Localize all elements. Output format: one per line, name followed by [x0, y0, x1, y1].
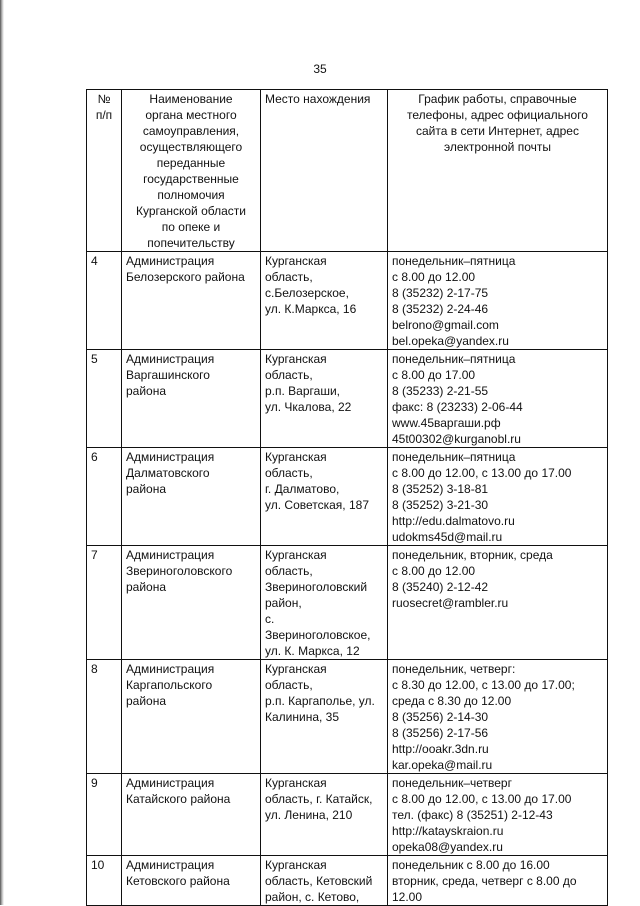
- scan-edge: [0, 0, 4, 905]
- row-authority-name: Администрация Кетовского района: [122, 856, 261, 906]
- row-authority-name: Администрация Варгашинского района: [122, 350, 261, 448]
- row-contacts: понедельник, вторник, среда с 8.00 до 12.00 8 (35240) 2-12-42 ruosecret@rambler.ru: [388, 546, 608, 660]
- row-number: 4: [87, 252, 122, 350]
- row-contacts: понедельник, четверг: с 8.30 до 12.00, с 13.00 до 17.00; среда с 8.30 до 12.00 8 (35256) 2-14-30 8 (35256) 2-17-56 http://ooakr.3dn.ru kar.opeka@mail.ru: [388, 660, 608, 774]
- header-location: Место нахождения: [261, 90, 388, 252]
- table-header-row: [87, 90, 608, 252]
- row-location: Курганская область, г. Катайск, ул. Ленина, 210: [261, 774, 388, 856]
- row-authority-name: Администрация Далматовского района: [122, 448, 261, 546]
- row-number: 10: [87, 856, 122, 906]
- row-contacts: понедельник–пятница с 8.00 до 17.00 8 (35233) 2-21-55 факс: 8 (23233) 2-06-44 www.45варгаши.рф 45t00302@kurganobl.ru: [388, 350, 608, 448]
- row-number: 9: [87, 774, 122, 856]
- row-location: Курганская область, Звериноголовский район, с. Звериноголовское, ул. К. Маркса, 12: [261, 546, 388, 660]
- table-row: [87, 546, 608, 660]
- table-row: [87, 660, 608, 774]
- row-number: 5: [87, 350, 122, 448]
- row-authority-name: Администрация Звериноголовского района: [122, 546, 261, 660]
- guardianship-authorities-table: [86, 89, 608, 906]
- page-number: 35: [313, 62, 327, 76]
- table-row: [87, 448, 608, 546]
- row-contacts: понедельник–пятница с 8.00 до 12.00, с 13.00 до 17.00 8 (35252) 3-18-81 8 (35252) 3-21-30 http://edu.dalmatovo.ru udokms45d@mail.ru: [388, 448, 608, 546]
- row-authority-name: Администрация Катайского района: [122, 774, 261, 856]
- row-location: Курганская область, г. Далматово, ул. Советская, 187: [261, 448, 388, 546]
- table-row: [87, 252, 608, 350]
- header-contacts: График работы, справочные телефоны, адрес официального сайта в сети Интернет, адрес электронной почты: [388, 90, 608, 252]
- row-number: 7: [87, 546, 122, 660]
- row-authority-name: Администрация Каргапольского района: [122, 660, 261, 774]
- row-contacts: понедельник с 8.00 до 16.00 вторник, среда, четверг с 8.00 до 12.00: [388, 856, 608, 906]
- row-location: Курганская область, р.п. Каргаполье, ул. Калинина, 35: [261, 660, 388, 774]
- row-location: Курганская область, с.Белозерское, ул. К.Маркса, 16: [261, 252, 388, 350]
- header-number: № п/п: [87, 90, 122, 252]
- row-number: 6: [87, 448, 122, 546]
- row-authority-name: Администрация Белозерского района: [122, 252, 261, 350]
- row-contacts: понедельник–четверг с 8.00 до 12.00, с 13.00 до 17.00 тел. (факс) 8 (35251) 2-12-43 http://katayskraion.ru opeka08@yandex.ru: [388, 774, 608, 856]
- row-contacts: понедельник–пятница с 8.00 до 12.00 8 (35232) 2-17-75 8 (35232) 2-24-46 belrono@gmail.com bel.opeka@yandex.ru: [388, 252, 608, 350]
- table-row: [87, 350, 608, 448]
- row-location: Курганская область, р.п. Варгаши, ул. Чкалова, 22: [261, 350, 388, 448]
- table-row: [87, 774, 608, 856]
- row-number: 8: [87, 660, 122, 774]
- table-row: [87, 856, 608, 906]
- row-location: Курганская область, Кетовский район, с. Кетово,: [261, 856, 388, 906]
- header-authority-name: Наименование органа местного самоуправления, осуществляющего переданные государственные полномочия Курганской области по опеке и попечительству: [122, 90, 261, 252]
